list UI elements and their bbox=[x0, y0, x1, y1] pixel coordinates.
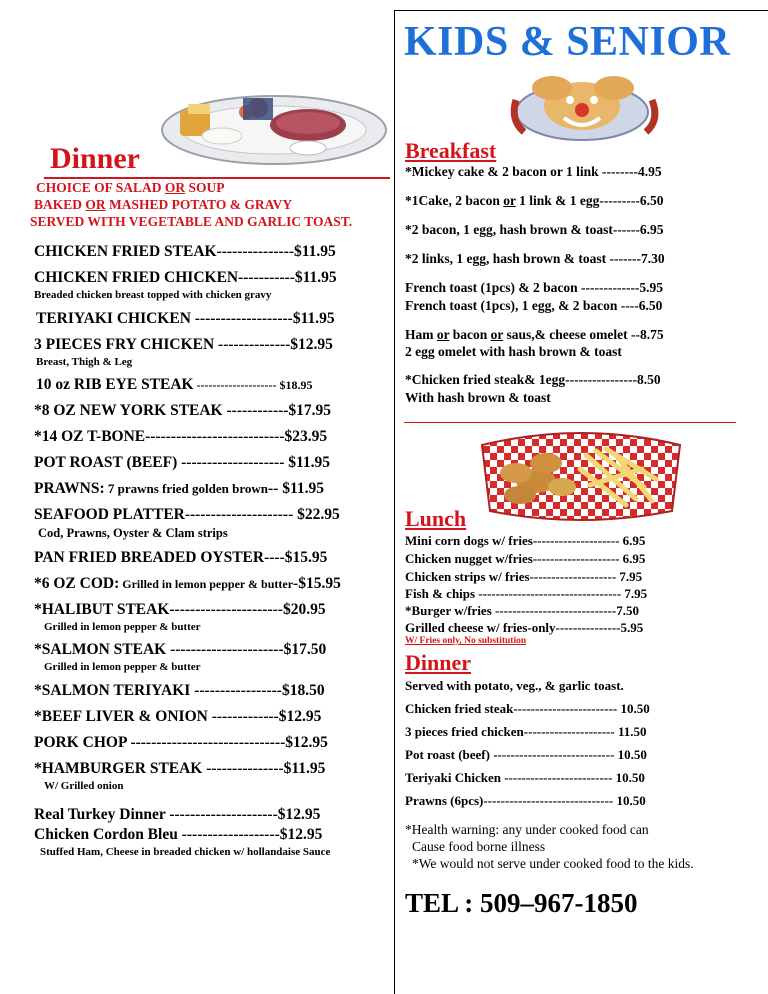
menu-item: *6 OZ COD: Grilled in lemon pepper & butter-$15.95 bbox=[34, 575, 341, 592]
kids-dinner-item: Teriyaki Chicken ------------------------- 10.50 bbox=[405, 770, 645, 785]
lunch-note: W/ Fries only, No substitution bbox=[405, 636, 527, 646]
breakfast-item: 2 egg omelet with hash brown & toast bbox=[405, 344, 622, 359]
menu-item: *8 OZ NEW YORK STEAK ------------$17.95 bbox=[34, 402, 332, 419]
column-divider bbox=[394, 10, 395, 994]
menu-item-desc: Stuffed Ham, Cheese in breaded chicken w/ hollandaise Sauce bbox=[40, 846, 331, 858]
menu-item-desc: Grilled in lemon pepper & butter bbox=[44, 621, 201, 633]
smiley-pancake-photo bbox=[506, 70, 666, 142]
lunch-item: Fish & chips --------------------------------- 7.95 bbox=[405, 586, 648, 601]
breakfast-heading: Breakfast bbox=[405, 138, 497, 163]
breakfast-item: *Mickey cake & 2 bacon or 1 link --------4.95 bbox=[405, 164, 662, 179]
breakfast-item: *1Cake, 2 bacon or 1 link & 1 egg---------6.50 bbox=[405, 193, 664, 208]
kids-dinner-subtitle: Served with potato, veg., & garlic toast. bbox=[405, 678, 624, 693]
menu-item: *SALMON TERIYAKI -----------------$18.50 bbox=[34, 682, 325, 699]
health-warning: Cause food borne illness bbox=[412, 839, 546, 854]
menu-item: TERIYAKI CHICKEN -------------------$11.95 bbox=[36, 310, 335, 327]
breakfast-item: *2 links, 1 egg, hash brown & toast -------7.30 bbox=[405, 251, 665, 266]
menu-item: PRAWNS: 7 prawns fried golden brown-- $11.95 bbox=[34, 480, 324, 497]
breakfast-item: Ham or bacon or saus,& cheese omelet --8.75 bbox=[405, 327, 664, 342]
menu-item: *BEEF LIVER & ONION -------------$12.95 bbox=[34, 708, 322, 725]
menu-item: CHICKEN FRIED CHICKEN-----------$11.95 bbox=[34, 269, 337, 286]
lunch-heading: Lunch bbox=[405, 506, 467, 531]
lunch-item: Grilled cheese w/ fries-only---------------5.95 bbox=[405, 620, 644, 635]
menu-item: 10 oz RIB EYE STEAK -------------------- $18.95 bbox=[36, 376, 313, 393]
menu-item-desc: Grilled in lemon pepper & butter bbox=[44, 661, 201, 673]
menu-item: SEAFOOD PLATTER--------------------- $22.95 bbox=[34, 506, 340, 523]
lunch-item: Chicken nugget w/fries-------------------- 6.95 bbox=[405, 551, 646, 566]
breakfast-item: French toast (1pcs), 1 egg, & 2 bacon ----6.50 bbox=[405, 298, 663, 313]
menu-item: *HAMBURGER STEAK ---------------$11.95 bbox=[34, 760, 326, 777]
kids-dinner-heading: Dinner bbox=[405, 650, 471, 675]
breakfast-item: *Chicken fried steak& 1egg----------------8.50 bbox=[405, 372, 661, 387]
kids-senior-title: KIDS & SENIOR bbox=[404, 19, 731, 65]
corn-dog-fries-photo bbox=[476, 425, 686, 525]
lunch-item: *Burger w/fries ----------------------------7.50 bbox=[405, 603, 639, 618]
lunch-item: Chicken strips w/ fries-------------------- 7.95 bbox=[405, 569, 643, 584]
kids-dinner-item: Chicken fried steak------------------------ 10.50 bbox=[405, 701, 650, 716]
menu-item: *14 OZ T-BONE---------------------------$23.95 bbox=[34, 428, 328, 445]
column-top-border bbox=[394, 10, 768, 11]
menu-item: PAN FRIED BREADED OYSTER----$15.95 bbox=[34, 549, 328, 566]
menu-item-desc: W/ Grilled onion bbox=[44, 780, 124, 792]
kids-dinner-item: 3 pieces fried chicken--------------------- 11.50 bbox=[405, 724, 647, 739]
lunch-item: Mini corn dogs w/ fries-------------------- 6.95 bbox=[405, 533, 646, 548]
telephone: TEL : 509–967-1850 bbox=[405, 888, 638, 918]
menu-item: Chicken Cordon Bleu -------------------$12.95 bbox=[34, 826, 323, 843]
dinner-choice-line3: SERVED WITH VEGETABLE AND GARLIC TOAST. bbox=[30, 214, 353, 229]
menu-item: *SALMON STEAK ----------------------$17.50 bbox=[34, 641, 327, 658]
dinner-choice-line1: CHOICE OF SALAD OR SOUP bbox=[36, 180, 225, 195]
menu-item-desc: Cod, Prawns, Oyster & Clam strips bbox=[38, 526, 228, 540]
menu-item: Real Turkey Dinner ---------------------$12.95 bbox=[34, 806, 321, 823]
kids-dinner-item: Pot roast (beef) ---------------------------- 10.50 bbox=[405, 747, 647, 762]
menu-item-desc: Breast, Thigh & Leg bbox=[36, 356, 133, 368]
menu-item: CHICKEN FRIED STEAK---------------$11.95 bbox=[34, 243, 336, 260]
dinner-heading-underline bbox=[44, 177, 390, 179]
menu-item: 3 PIECES FRY CHICKEN --------------$12.95 bbox=[34, 336, 333, 353]
menu-item: PORK CHOP ------------------------------$12.95 bbox=[34, 734, 328, 751]
menu-item-desc: Breaded chicken breast topped with chicken gravy bbox=[34, 289, 272, 301]
kids-dinner-item: Prawns (6pcs)------------------------------ 10.50 bbox=[405, 793, 646, 808]
breakfast-divider bbox=[404, 422, 736, 423]
dinner-choice-line2: BAKED OR MASHED POTATO & GRAVY bbox=[34, 197, 293, 212]
breakfast-item: With hash brown & toast bbox=[405, 390, 551, 405]
health-warning: *Health warning: any under cooked food can bbox=[405, 822, 649, 837]
dinner-heading: Dinner bbox=[50, 142, 140, 175]
breakfast-item: *2 bacon, 1 egg, hash brown & toast------6.95 bbox=[405, 222, 664, 237]
breakfast-item: French toast (1pcs) & 2 bacon -------------5.95 bbox=[405, 280, 664, 295]
menu-item: *HALIBUT STEAK----------------------$20.95 bbox=[34, 601, 326, 618]
health-warning: *We would not serve under cooked food to the kids. bbox=[412, 856, 694, 871]
dinner-plate-photo bbox=[158, 90, 390, 166]
menu-item: POT ROAST (BEEF) -------------------- $11.95 bbox=[34, 454, 331, 471]
